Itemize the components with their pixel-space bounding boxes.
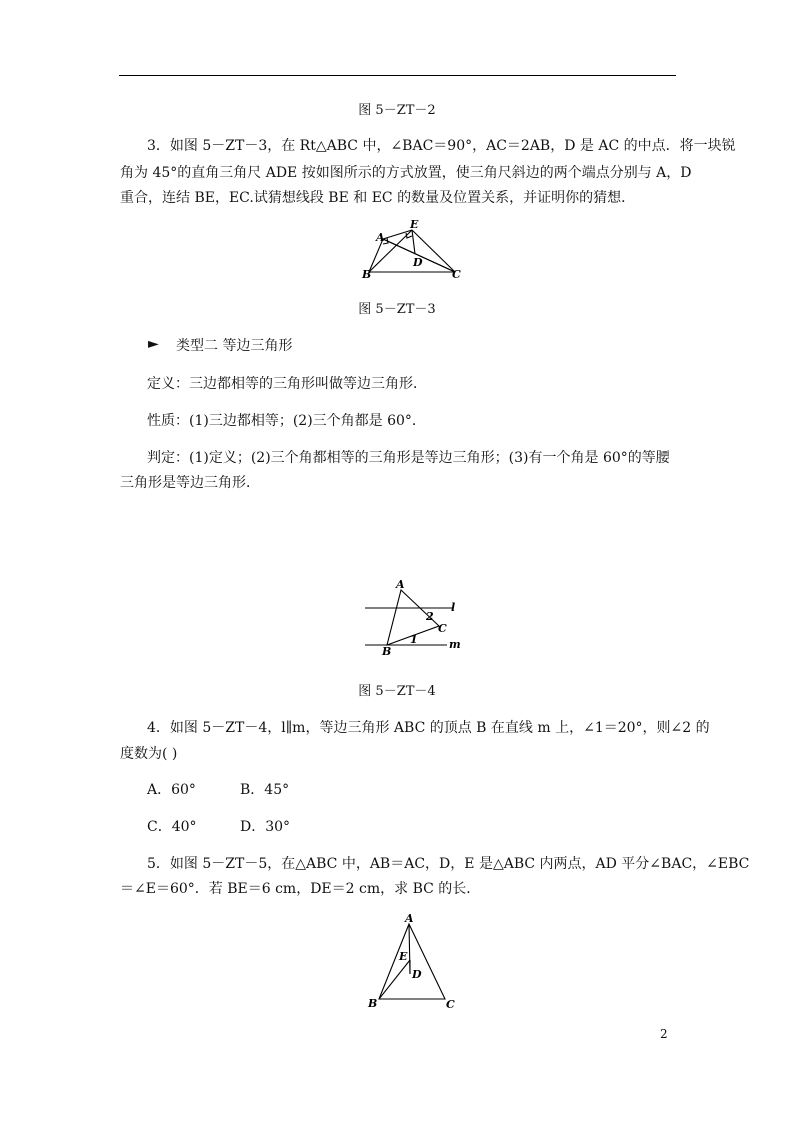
- section-marker: ►: [148, 336, 159, 352]
- segment-ad: [409, 924, 410, 974]
- q4-option-a: A．60°: [147, 782, 196, 798]
- label-c: C: [452, 268, 461, 281]
- judgement-line-2: 三角形是等边三角形．: [120, 475, 260, 491]
- label-l: l: [451, 601, 456, 614]
- figure-3-diagram: [360, 216, 480, 286]
- label-d: D: [413, 256, 423, 269]
- segment-ed: [412, 230, 415, 254]
- q3-line-2: 角为 45°的直角三角尺 ADE 按如图所示的方式放置，使三角尺斜边的两个端点分别与 A，D: [120, 165, 692, 181]
- q4-line-1: 4．如图 5－ZT－4，l∥m，等边三角形 ABC 的顶点 B 在直线 m 上，∠1＝20°，则∠2 的: [147, 720, 710, 736]
- label-d: D: [412, 968, 422, 981]
- right-angle-mark-e: [406, 233, 412, 238]
- q4-line-2: 度数为( ): [120, 746, 178, 762]
- q3-line-1: 3．如图 5－ZT－3，在 Rt△ABC 中，∠BAC＝90°，AC＝2AB，D 是 AC 的中点．将一块锐: [147, 138, 736, 154]
- label-b: B: [362, 268, 372, 281]
- label-e: E: [410, 218, 419, 231]
- label-b: B: [382, 645, 392, 658]
- definition-text: 定义：三边都相等的三角形叫做等边三角形．: [147, 376, 427, 392]
- label-c: C: [446, 998, 455, 1011]
- figure-4-diagram: [365, 580, 475, 656]
- triangle-abc: [379, 924, 445, 999]
- q4-option-b: B．45°: [240, 782, 290, 798]
- header-rule: [119, 75, 676, 76]
- label-b: B: [368, 997, 378, 1010]
- label-e: E: [399, 950, 408, 963]
- figure-4-caption: 图 5－ZT－4: [358, 684, 436, 699]
- q4-option-c: C．40°: [147, 819, 197, 835]
- label-m: m: [449, 638, 461, 651]
- label-a: A: [396, 578, 405, 591]
- judgement-line-1: 判定：(1)定义；(2)三个角都相等的三角形是等边三角形；(3)有一个角是 60°的等腰: [147, 450, 670, 466]
- section-title: 类型二 等边三角形: [176, 338, 293, 354]
- label-a: A: [376, 231, 385, 244]
- label-c: C: [438, 622, 447, 635]
- label-angle-1: 1: [410, 633, 418, 646]
- figure-2-caption: 图 5－ZT－2: [358, 103, 436, 118]
- segment-be: [379, 960, 410, 999]
- q4-option-d: D．30°: [240, 819, 291, 835]
- q5-line-2: ＝∠E＝60°．若 BE＝6 cm，DE＝2 cm，求 BC 的长．: [120, 881, 481, 897]
- page-number: 2: [660, 1027, 668, 1041]
- property-text: 性质：(1)三边都相等；(2)三个角都是 60°．: [147, 413, 426, 429]
- q3-line-3: 重合，连结 BE，EC.试猜想线段 BE 和 EC 的数量及位置关系，并证明你的猜想．: [120, 190, 636, 206]
- label-a: A: [405, 912, 414, 925]
- figure-3-caption: 图 5－ZT－3: [358, 302, 436, 317]
- q5-line-1: 5．如图 5－ZT－5，在△ABC 中，AB＝AC，D，E 是△ABC 内两点，AD 平分∠BAC，∠EBC: [147, 856, 750, 872]
- figure-5-diagram: [365, 912, 465, 1012]
- label-angle-2: 2: [426, 610, 434, 623]
